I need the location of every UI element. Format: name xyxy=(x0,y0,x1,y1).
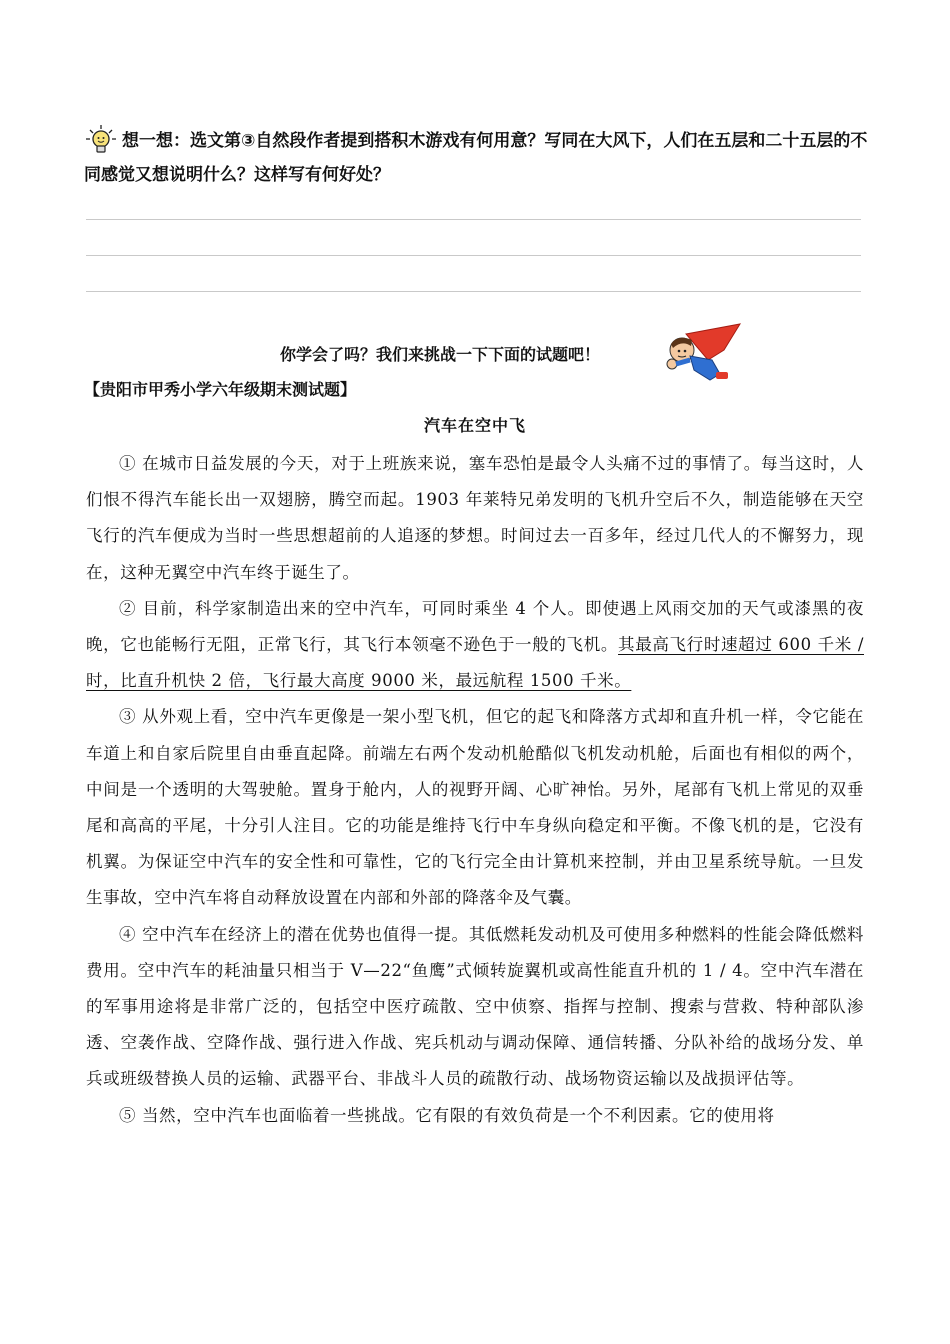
answer-line-1[interactable] xyxy=(86,219,861,220)
paragraph-5: ⑤ 当然，空中汽车也面临着一些挑战。它有限的有效负荷是一个不利因素。它的使用将 xyxy=(119,1105,775,1125)
article-body xyxy=(86,446,864,1134)
exam-source: 【贵阳市甲秀小学六年级期末测试题】 xyxy=(84,380,357,399)
paragraph-1: ① 在城市日益发展的今天，对于上班族来说，塞车恐怕是最令人头痛不过的事情了。每当这时，人们恨不得汽车能长出一双翅膀，腾空而起。1903 年莱特兄弟发明的飞机升空后不久，制造能够在天空飞行的汽车便成为当时一些思想超前的人追逐的梦想。时间过去一百多年，经过几代人的不懈努力，现在，这种无翼空中汽车终于诞生了。 xyxy=(86,454,864,582)
paragraph-3: ③ 从外观上看，空中汽车更像是一架小型飞机，但它的起飞和降落方式却和直升机一样，令它能在车道上和自家后院里自由垂直起降。前端左右两个发动机舱酷似飞机发动机舱，后面也有相似的两个，中间是一个透明的大驾驶舱。置身于舱内，人的视野开阔、心旷神怡。另外，尾部有飞机上常见的双垂尾和高高的平尾，十分引人注目。它的功能是维持飞行中车身纵向稳定和平衡。不像飞机的是，它没有机翼。为保证空中汽车的安全性和可靠性，它的飞行完全由计算机来控制，并由卫星系统导航。一旦发生事故，空中汽车将自动释放设置在内部和外部的降落伞及气囊。 xyxy=(86,707,864,908)
answer-line-3[interactable] xyxy=(86,291,861,292)
think-question xyxy=(84,124,874,192)
article-title: 汽车在空中飞 xyxy=(423,416,526,435)
answer-line-2[interactable] xyxy=(86,255,861,256)
paragraph-2-text: ② 目前，科学家制造出来的空中汽车，可同时乘坐 4 个人。即使遇上风雨交加的天气或漆黑的夜晚，它也能畅行无阻，正常飞行，其飞行本领毫不逊色于一般的飞机。 xyxy=(86,598,864,655)
underlined-sentence: 其最高飞行时速超过 600 千米 / 时，比直升机快 2 倍，飞行最大高度 9000 米，最远航程 1500 千米。 xyxy=(86,635,864,691)
lightbulb-icon xyxy=(84,124,118,154)
question-text: 想一想：选文第③自然段作者提到搭积木游戏有何用意？写同在大风下，人们在五层和二十五层的不同感觉又想说明什么？这样写有何好处？ xyxy=(84,131,868,185)
superhero-icon xyxy=(664,320,742,386)
paragraph-4: ④ 空中汽车在经济上的潜在优势也值得一提。其低燃耗发动机及可使用多种燃料的性能会降低燃料费用。空中汽车的耗油量只相当于 V—22“鱼鹰”式倾转旋翼机或高性能直升机的 1 / 4。空中汽车潜在的军事用途将是非常广泛的，包括空中医疗疏散、空中侦察、指挥与控制、搜索与营救、特种部队渗透、空袭作战、空降作战、强行进入作战、宪兵机动与调动保障、通信转播、分队补给的战场分发、单兵或班级替换人员的运输、武器平台、非战斗人员的疏散行动、战场物资运输以及战损评估等。 xyxy=(86,924,864,1089)
challenge-heading: 你学会了吗？我们来挑战一下下面的试题吧！ xyxy=(280,345,601,364)
paragraph-2 xyxy=(86,591,864,700)
